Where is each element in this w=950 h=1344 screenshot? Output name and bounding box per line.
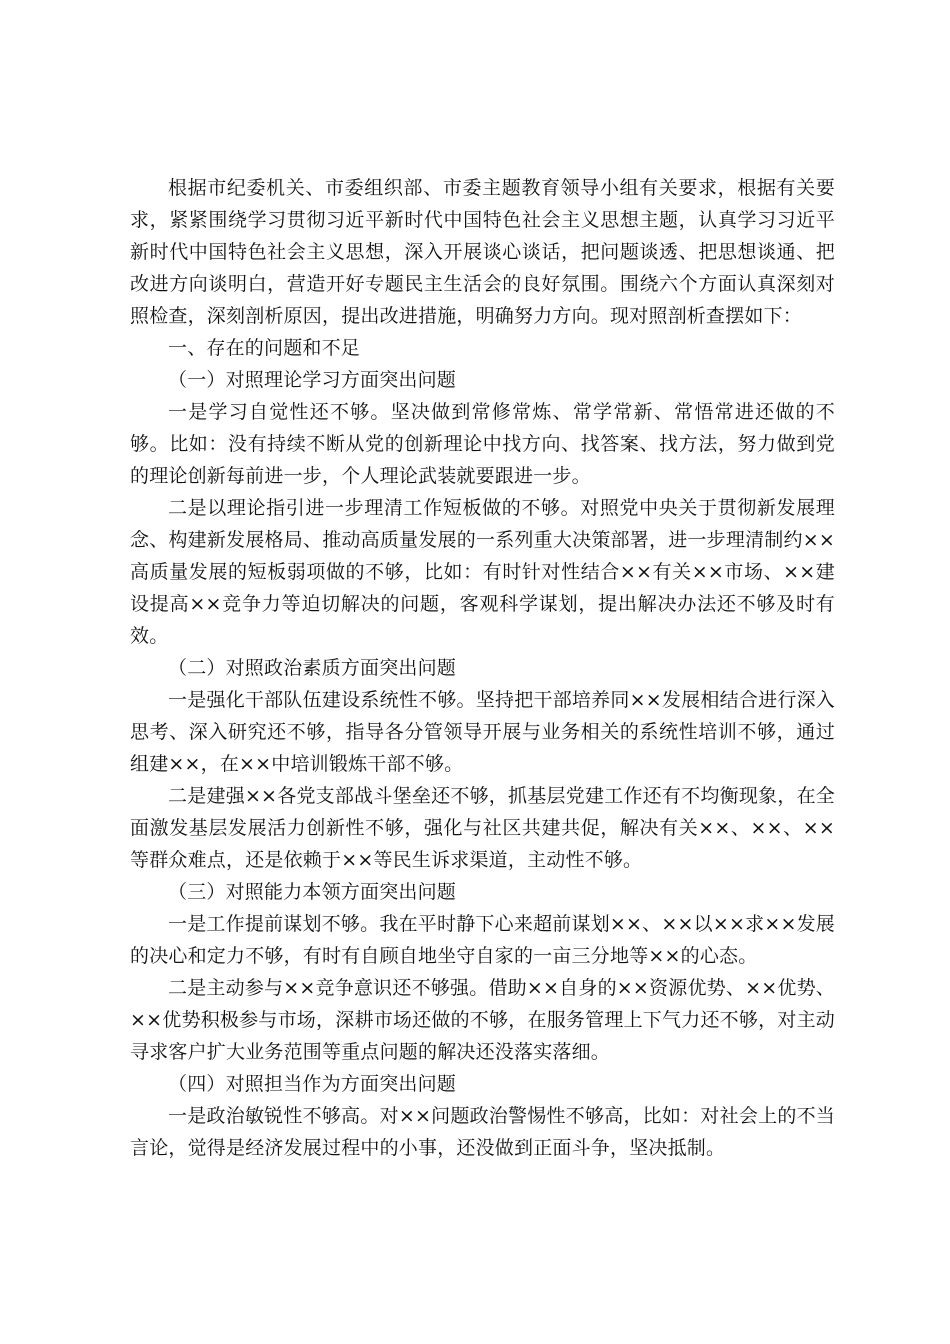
subsection-heading-theory-study: （一）对照理论学习方面突出问题 bbox=[168, 369, 457, 391]
subsection-heading-ability: （三）对照能力本领方面突出问题 bbox=[168, 881, 457, 903]
paragraph-ability-point-2: 二是主动参与××竞争意识还不够强。借助××自身的××资源优势、××优势、××优势积极参与市场，深耕市场还做的不够，在服务管理上下气力还不够，对主动寻求客户扩大业务范围等重点问题的解决还没落实落细。 bbox=[130, 977, 835, 1063]
paragraph-theory-point-1: 一是学习自觉性还不够。坚决做到常修常炼、常学常新、常悟常进还做的不够。比如：没有持续不断从党的创新理论中找方向、找答案、找方法，努力做到党的理论创新每前进一步，个人理论武装就要跟进一步。 bbox=[130, 401, 835, 487]
paragraph-political-point-1: 一是强化干部队伍建设系统性不够。坚持把干部培养同××发展相结合进行深入思考、深入研究还不够，指导各分管领导开展与业务相关的系统性培训不够，通过组建××，在××中培训锻炼干部不够。 bbox=[130, 689, 835, 775]
subsection-heading-responsibility: （四）对照担当作为方面突出问题 bbox=[168, 1073, 457, 1095]
paragraph-political-point-2: 二是建强××各党支部战斗堡垒还不够，抓基层党建工作还有不均衡现象，在全面激发基层发展活力创新性不够，强化与社区共建共促，解决有关××、××、××等群众难点，还是依赖于××等民生诉求渠道，主动性不够。 bbox=[130, 785, 835, 871]
intro-paragraph: 根据市纪委机关、市委组织部、市委主题教育领导小组有关要求，根据有关要求，紧紧围绕学习贯彻习近平新时代中国特色社会主义思想主题，认真学习习近平新时代中国特色社会主义思想，深入开展谈心谈话，把问题谈透、把思想谈通、把改进方向谈明白，营造开好专题民主生活会的良好氛围。围绕六个方面认真深刻对照检查，深刻剖析原因，提出改进措施，明确努力方向。现对照剖析查摆如下： bbox=[130, 177, 835, 327]
subsection-heading-political-quality: （二）对照政治素质方面突出问题 bbox=[168, 657, 457, 679]
document-body bbox=[130, 172, 835, 1164]
section-heading-problems: 一、存在的问题和不足 bbox=[168, 337, 361, 359]
paragraph-responsibility-point-1: 一是政治敏锐性不够高。对××问题政治警惕性不够高，比如：对社会上的不当言论，觉得是经济发展过程中的小事，还没做到正面斗争，坚决抵制。 bbox=[130, 1105, 835, 1159]
paragraph-ability-point-1: 一是工作提前谋划不够。我在平时静下心来超前谋划××、××以××求××发展的决心和定力不够，有时有自顾自地坐守自家的一亩三分地等××的心态。 bbox=[130, 913, 835, 967]
paragraph-theory-point-2: 二是以理论指引进一步理清工作短板做的不够。对照党中央关于贯彻新发展理念、构建新发展格局、推动高质量发展的一系列重大决策部署，进一步理清制约××高质量发展的短板弱项做的不够，比如：有时针对性结合××有关××市场、××建设提高××竞争力等迫切解决的问题，客观科学谋划，提出解决办法还不够及时有效。 bbox=[130, 497, 835, 647]
